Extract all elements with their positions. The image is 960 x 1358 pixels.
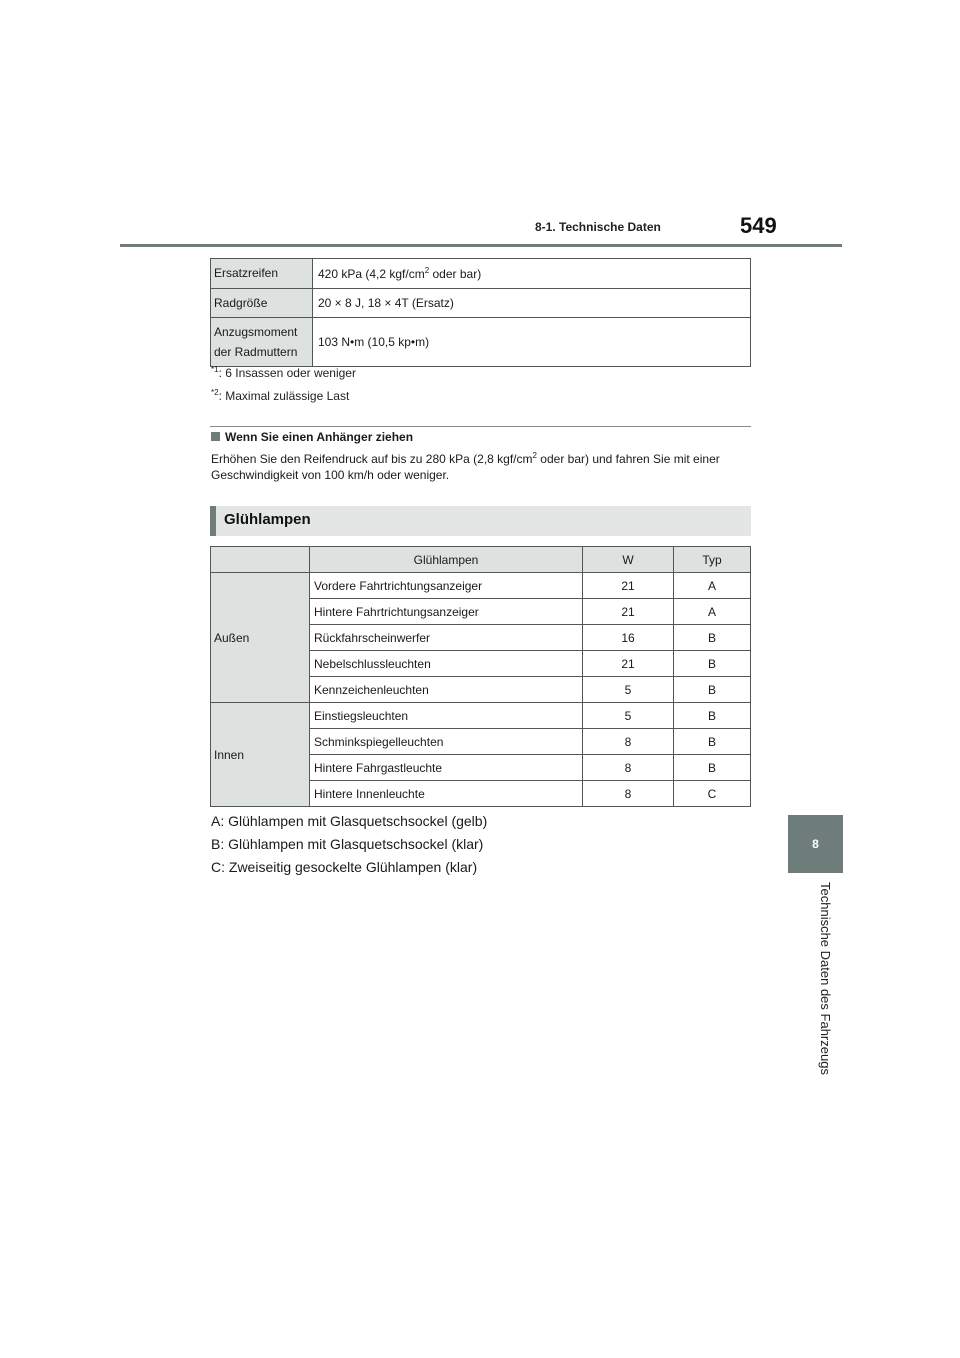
legend-item: B: Glühlampen mit Glasquetschsockel (klar) xyxy=(211,836,484,852)
spec-label: Radgröße xyxy=(211,289,313,318)
lamp-type: B xyxy=(674,729,751,755)
heading-accent xyxy=(210,506,216,536)
table-row xyxy=(211,289,751,318)
lamp-type: B xyxy=(674,703,751,729)
lamp-name: Hintere Innenleuchte xyxy=(310,781,583,807)
legend-item: C: Zweiseitig gesockelte Glühlampen (klar) xyxy=(211,859,478,875)
lamp-type: A xyxy=(674,599,751,625)
lamp-name: Hintere Fahrgastleuchte xyxy=(310,755,583,781)
lamp-type: A xyxy=(674,573,751,599)
header-divider xyxy=(120,244,842,247)
spec-value: 420 kPa (4,2 kgf/$cm^2$ oder bar) xyxy=(313,259,751,289)
trailer-heading: Wenn Sie einen Anhänger ziehen xyxy=(211,430,413,444)
spec-value: 20 × 8 J, 18 × 4T (Ersatz) xyxy=(313,289,751,318)
lamp-name: Schminkspiegelleuchten xyxy=(310,729,583,755)
column-header: Typ xyxy=(674,547,751,573)
section-heading: Glühlampen xyxy=(224,511,311,528)
divider xyxy=(210,426,751,427)
group-label: Außen xyxy=(211,573,310,703)
chapter-label: Technische Daten des Fahrzeugs xyxy=(818,882,833,1075)
legend-item: A: Glühlampen mit Glasquetschsockel (gelb) xyxy=(211,813,488,829)
page-number: 549 xyxy=(740,213,777,238)
group-label: Innen xyxy=(211,703,310,807)
lamp-watt: 21 xyxy=(583,599,674,625)
lamp-watt: 8 xyxy=(583,781,674,807)
lamp-watt: 21 xyxy=(583,573,674,599)
spec-label: Anzugsmoment der Radmuttern xyxy=(211,318,313,367)
lamp-type: B xyxy=(674,677,751,703)
lamp-name: Vordere Fahrtrichtungsanzeiger xyxy=(310,573,583,599)
table-row xyxy=(211,573,751,599)
table-header-row xyxy=(211,547,751,573)
chapter-tab: 8 xyxy=(788,815,843,873)
lamp-watt: 5 xyxy=(583,703,674,729)
lamp-watt: 5 xyxy=(583,677,674,703)
section-title: 8-1. Technische Daten xyxy=(535,220,661,234)
table-row xyxy=(211,318,751,367)
column-header: W xyxy=(583,547,674,573)
lamp-name: Hintere Fahrtrichtungsanzeiger xyxy=(310,599,583,625)
footnote: $^{*2}$: Maximal zulässige Last xyxy=(211,388,350,403)
lamp-watt: 16 xyxy=(583,625,674,651)
lamp-name: Rückfahrscheinwerfer xyxy=(310,625,583,651)
lamp-name: Nebelschlussleuchten xyxy=(310,651,583,677)
lamp-watt: 8 xyxy=(583,755,674,781)
spec-value: 103 N•m (10,5 kp•m) xyxy=(313,318,751,367)
lamp-watt: 21 xyxy=(583,651,674,677)
trailer-text: Erhöhen Sie den Reifendruck auf bis zu 280 kPa (2,8 kgf/$cm^2$ oder bar) und fahren Sie mit einer Geschwindigkeit von 100 km/h oder weniger. xyxy=(211,451,720,482)
lamp-name: Einstiegsleuchten xyxy=(310,703,583,729)
lamp-name: Kennzeichenleuchten xyxy=(310,677,583,703)
footnote: $^{*1}$: 6 Insassen oder weniger xyxy=(211,365,356,380)
section-heading-bar xyxy=(210,506,751,536)
bulb-table xyxy=(210,546,751,807)
square-bullet-icon xyxy=(211,432,220,441)
lamp-type: C xyxy=(674,781,751,807)
lamp-type: B xyxy=(674,651,751,677)
column-header xyxy=(211,547,310,573)
table-row xyxy=(211,259,751,289)
lamp-type: B xyxy=(674,625,751,651)
wheel-spec-table xyxy=(210,258,751,367)
spec-label: Ersatzreifen xyxy=(211,259,313,289)
column-header: Glühlampen xyxy=(310,547,583,573)
lamp-watt: 8 xyxy=(583,729,674,755)
table-row xyxy=(211,703,751,729)
lamp-type: B xyxy=(674,755,751,781)
